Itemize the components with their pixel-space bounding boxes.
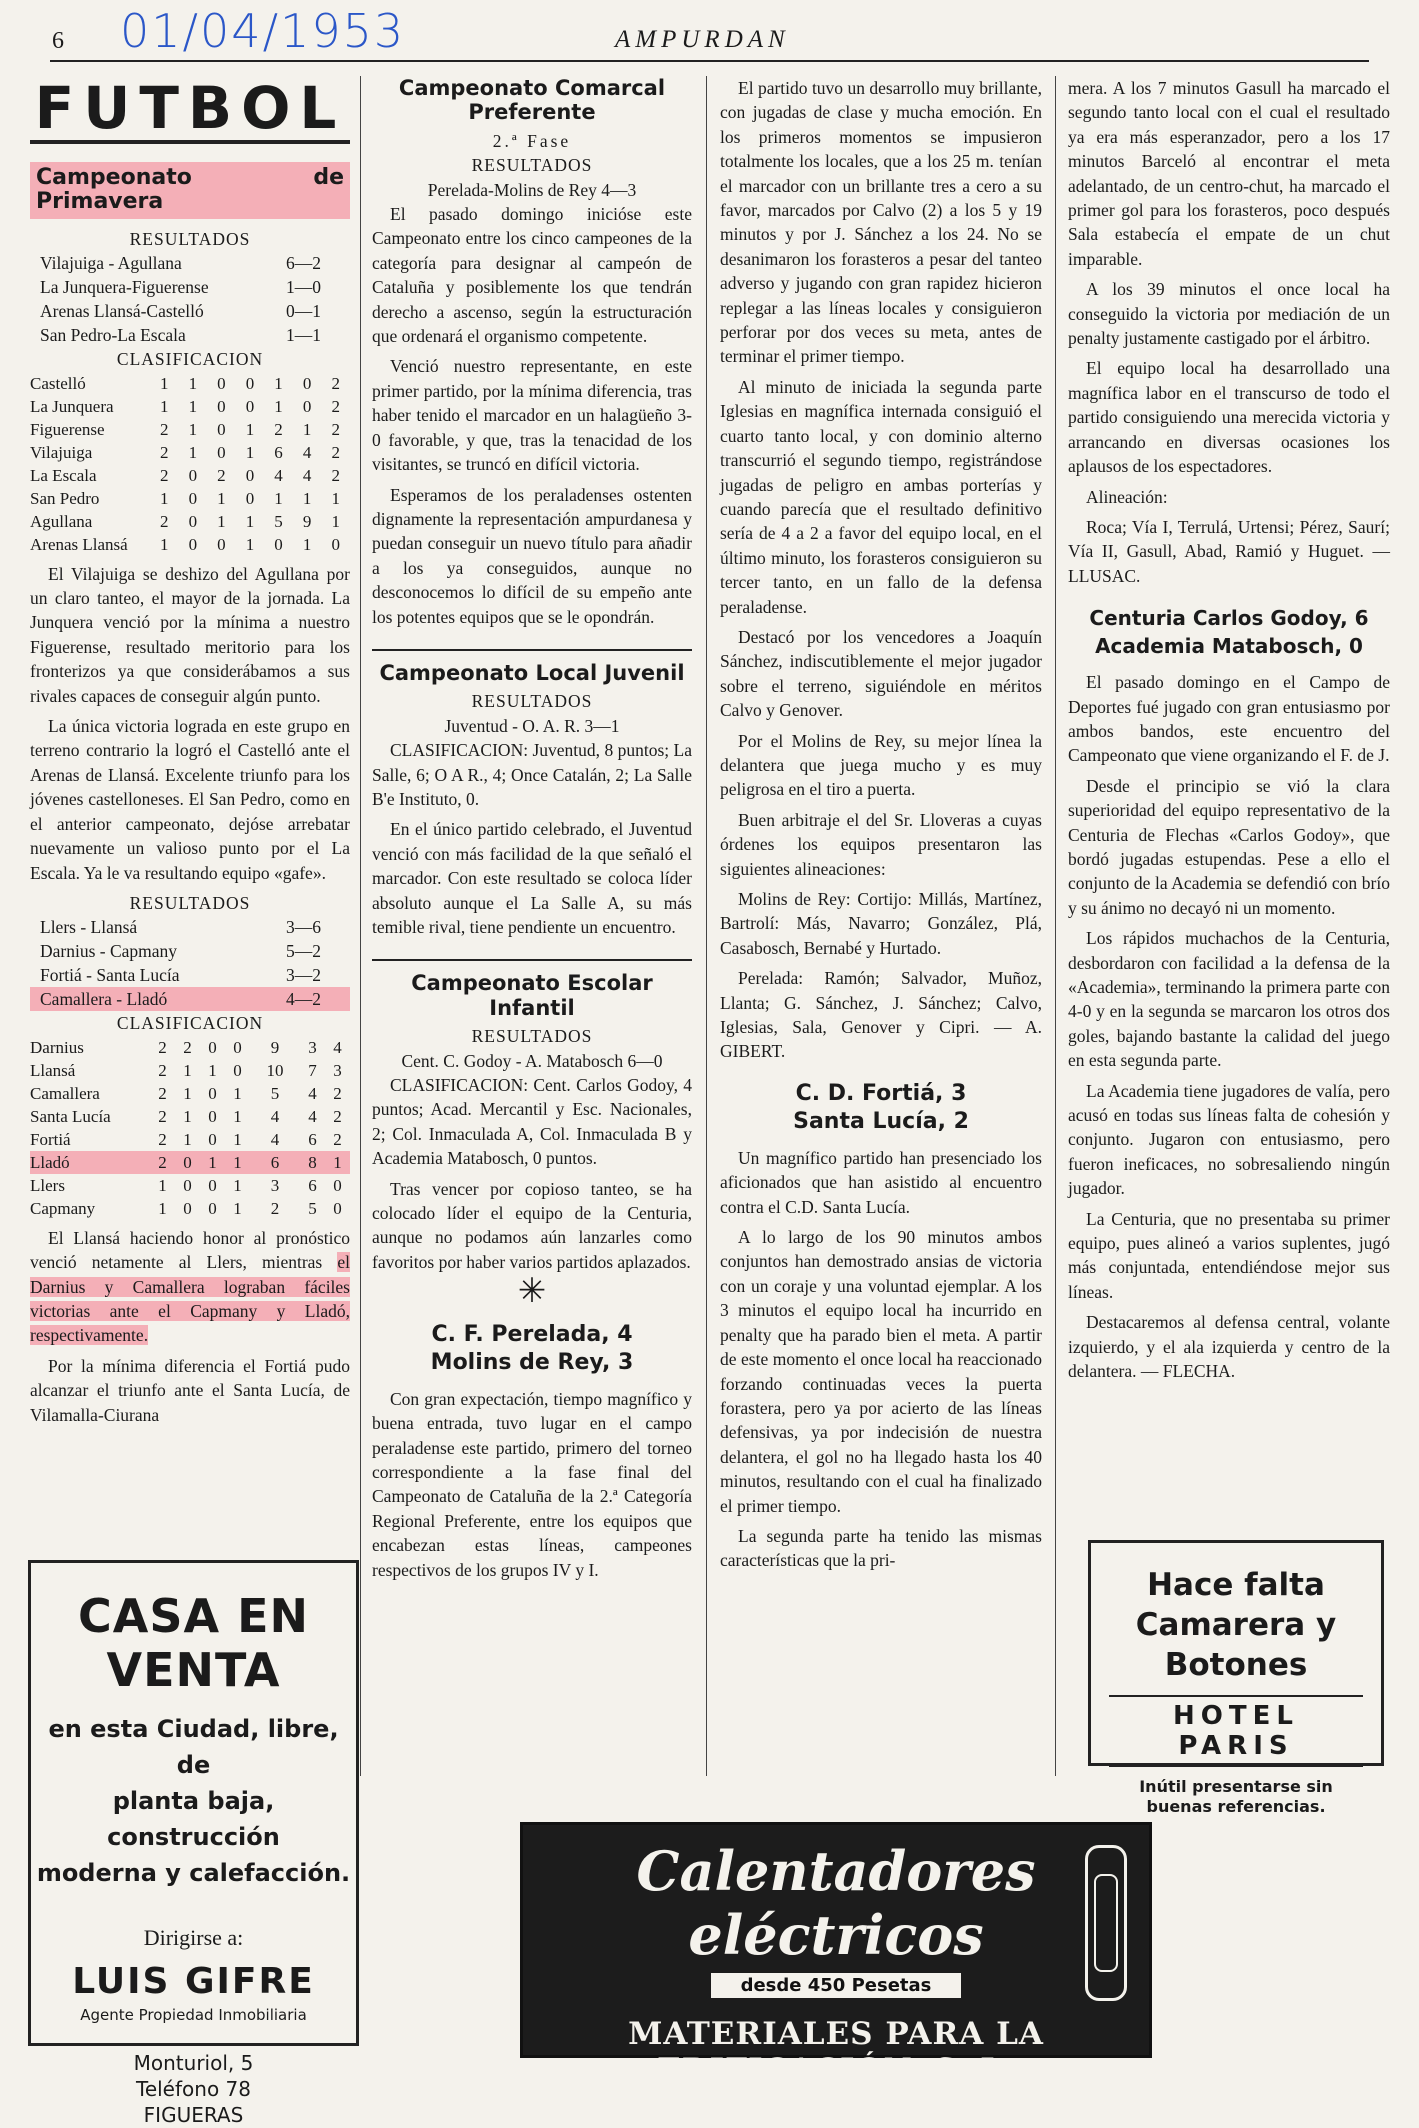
article-paragraph: Destacaremos al defensa central, volante izquierdo, y el ala izquierda y centro de la delantera. — FLECHA.	[1068, 1312, 1390, 1382]
table-row: Darnius 2 2 0 0 9 3 4	[30, 1037, 342, 1057]
column-4	[1068, 76, 1390, 1390]
table-row: Capmany 1 0 0 1 2 5 0	[30, 1198, 342, 1218]
ad-title: Hace falta Camarera y Botones	[1135, 1567, 1337, 1683]
fase-label: 2.ª Fase	[492, 130, 572, 151]
article-paragraph: El Vilajuiga se deshizo del Agullana por un claro tanteo, el mayor de la jornada. La Junquera venció por la mínima a nuestro Figuerense, resultado meritorio para los fronterizos ya que considerábamos a sus rivales capaces de conseguir algún punto.	[30, 563, 350, 706]
page-header	[0, 0, 1419, 62]
result-row: San Pedro-La Escala 1—1	[40, 325, 321, 346]
article-paragraph: El Llansá haciendo honor al pronóstico venció netamente al Llers, mientras el Darnius y Camallera lograban fáciles victorias ante el Capmany y Lladó, respectivamente.	[30, 1227, 350, 1346]
ad-electric-heaters	[520, 1822, 1152, 2111]
article-paragraph: Roca; Vía I, Terrulá, Urtensi; Pérez, Saurí; Vía II, Gasull, Abad, Ramió y Huguet. — LLUSAC.	[1068, 516, 1390, 586]
resultados-heading: RESULTADOS	[129, 892, 251, 913]
article-paragraph: A lo largo de los 90 minutos ambos conjuntos han demostrado ansias de victoria con un coraje y una voluntad ejemplar. A los 3 minutos el equipo local ha incurrido en penalty que ha parado bien el meta. A partir de este momento el once local ha reaccionado forzando continuadas veces la puerta forastera, pero ya por acierto de las líneas defensivas, ya por indecisión de nuestra delantera, el gol no ha llegado hasta los 40 minutos, resultando con el cual ha finalizado el primer tiempo.	[720, 1227, 1042, 1516]
table-row: Camallera 2 1 0 1 5 4 2	[30, 1083, 342, 1103]
article-paragraph: La única victoria lograda en este grupo en terreno contrario la logró el Castelló ante el Arenas de Llansá. Excelente triunfo para los jóvenes castelloneses. El San Pedro, como en el anterior campeonato, dejóse arrebatar nuevamente un valioso punto por el La Escala. Ya le va resultando equipo «gafe».	[30, 716, 350, 883]
ad-company: MATERIALES PARA LA EDIFICACIÓN, S. L.	[628, 2016, 1044, 2088]
water-heater-icon	[1085, 1845, 1127, 2001]
ad-note: Inútil presentarse sin buenas referencias.	[1139, 1777, 1333, 1816]
results-list	[30, 251, 350, 347]
column-divider	[360, 76, 361, 1776]
result-row: Llers - Llansá 3—6	[40, 917, 321, 938]
table-row: Fortiá 2 1 0 1 4 6 2	[30, 1129, 342, 1149]
ad-house-for-sale	[28, 1560, 359, 2127]
article-paragraph: Esperamos de los peraladenses ostenten dignamente la representación ampurdanesa y puedan conseguir un nuevo título para añadir a los ya conseguidos, aunque no desconocemos lo difícil de su empeño ante los potentes equipos que se le opondrán.	[372, 484, 692, 627]
resultados-heading: RESULTADOS	[471, 1026, 593, 1047]
handwritten-date: 01/04/1953	[120, 4, 406, 58]
resultados-heading: RESULTADOS	[129, 228, 251, 249]
article-paragraph: Al minuto de iniciada la segunda parte Iglesias en magnífica internada consiguió el cuarto tanto local, y con dominio alterno transcurrió el segundo tiempo, registrándose jugadas de peligro en ambas porterías y cuando parecía que el resultado definitivo sería de 4 a 2 a favor del equipo local, en el último minuto, los forasteros consiguieron su tercer tanto, en un fallo de la defensa peraladense.	[720, 376, 1042, 617]
column-2	[372, 76, 692, 1588]
article-paragraph: Por la mínima diferencia el Fortiá pudo alcanzar el triunfo ante el Santa Lucía, de Vilamalla-Ciurana	[30, 1355, 350, 1425]
table-row: Llansá 2 1 1 0 10 7 3	[30, 1060, 342, 1080]
masthead: AMPURDAN	[615, 26, 790, 53]
section-heading: Campeonato Local Juvenil	[372, 649, 692, 685]
article-paragraph: Con gran expectación, tiempo magnífico y buena entrada, tuvo lugar en el campo peraladense este partido, primero del torneo correspondiente a la fase final del Campeonato de Cataluña de la 2.ª Categoría Regional Preferente, entre los equipos que encabezan estas líneas, campeones respectivos de los grupos IV y I.	[372, 1388, 692, 1580]
clasificacion-heading: CLASIFICACION	[116, 1013, 264, 1034]
column-1	[30, 76, 350, 1433]
ad-hotel-paris	[1088, 1540, 1384, 1816]
article-paragraph: El partido tuvo un desarrollo muy brillante, con jugadas de clase y mucha emoción. En los primeros momentos se impusieron totalmente los locales, que a los 25 m. tenían el marcador con un brillante tres a cero a su favor, marcados por Calvo (2) a los 5 y 19 minutos y por J. Sánchez a los 24. No se desanimaron los forasteros a pesar del tanteo adverso y jugando con gran rapidez hicieron replegar a las líneas locales y consiguieron perforar por dos veces su meta, antes de terminar el primer tiempo.	[720, 78, 1042, 367]
article-paragraph: El pasado domingo en el Campo de Deportes fué jugado con gran entusiasmo por ambos bandos, este encuentro del Campeonato que viene organizando el F. de J.	[1068, 672, 1390, 766]
article-paragraph: Un magnífico partido han presenciado los aficionados que han asistido al encuentro contra el C.D. Santa Lucía.	[720, 1147, 1042, 1217]
table-row: La Escala 2 0 2 0 4 4 2	[30, 465, 340, 485]
column-divider	[706, 76, 707, 1776]
result-row: Vilajuiga - Agullana 6—2	[40, 253, 321, 274]
result-row: Perelada-Molins de Rey 4—3	[427, 179, 637, 200]
article-paragraph: Destacó por los vencedores a Joaquín Sánchez, indiscutiblemente el mejor jugador sobre el terreno, siguiéndole en méritos Calvo y Genover.	[720, 626, 1042, 721]
standings-table	[30, 372, 350, 556]
article-paragraph: CLASIFICACION: Cent. Carlos Godoy, 4 puntos; Acad. Mercantil y Esc. Nacionales, 2; Col. Inmaculada A, Col. Inmaculada B y Academia Matabosch, 0 puntos.	[372, 1075, 692, 1169]
result-row: Arenas Llansá-Castelló 0—1	[40, 301, 321, 322]
ad-price: desde 450 Pesetas	[711, 1973, 962, 1998]
table-row: La Junquera 1 1 0 0 1 0 2	[30, 396, 340, 416]
header-rule	[50, 60, 1369, 62]
ad-address: PLZA. COMERCIO Nº 16 FIGUERAS	[642, 2092, 1030, 2111]
article-paragraph: Buen arbitraje el del Sr. Lloveras a cuyas órdenes los equipos presentaron las siguientes alineaciones:	[720, 809, 1042, 879]
highlighted-text: el Darnius y Camallera lograban fáciles victorias ante el Capmany y Lladó, respectivamente.	[30, 1252, 350, 1346]
article-paragraph: mera. A los 7 minutos Gasull ha marcado el segundo tanto local con el cual el resultado ya era más esperanzador, pero a los 17 minutos Barceló al encontrar el meta adelantado, de un centro-chut, ha marcado el primer gol para los forasteros, poco después Sala estabecía el empate de un chut imparable.	[1068, 78, 1390, 269]
article-paragraph: El equipo local ha desarrollado una magnífica labor en el transcurso de todo el partido consiguiendo una merecida victoria y arrancando en diversas ocasiones los aplausos de los espectadores.	[1068, 358, 1390, 477]
clasificacion-heading: CLASIFICACION	[116, 349, 264, 370]
results-list	[30, 915, 350, 1011]
standings-table	[30, 1036, 350, 1220]
result-row: Cent. C. Godoy - A. Matabosch 6—0	[401, 1050, 663, 1071]
ad-address: Monturiol, 5 Teléfono 78 FIGUERAS	[133, 2051, 254, 2127]
article-paragraph: A los 39 minutos el once local ha conseguido la victoria por mediación de un penalty justamente castigado por el árbitro.	[1068, 279, 1390, 349]
article-paragraph: Venció nuestro representante, en este primer partido, por la mínima diferencia, tras haber tenido el marcador en un halagüeño 3-0 favorable, y que, tras la tenacidad de los visitantes, se truncó en difícil victoria.	[372, 356, 692, 475]
article-paragraph: La Centuria, que no presentaba su primer equipo, pues alineó a varios suplentes, jugó más conjuntada, entendiéndose mejor sus líneas.	[1068, 1208, 1390, 1302]
primavera-heading: Campeonato de Primavera	[30, 162, 350, 219]
table-row: Santa Lucía 2 1 0 1 4 4 2	[30, 1106, 342, 1126]
match-heading: C. F. Perelada, 4 Molins de Rey, 3	[430, 1321, 634, 1375]
ad-title: Calentadores eléctricos	[636, 1839, 1036, 1967]
result-row: Darnius - Capmany 5—2	[40, 941, 321, 962]
ad-agent-role: Agente Propiedad Inmobiliaria	[80, 2006, 307, 2024]
article-paragraph: Tras vencer por copioso tanteo, se ha colocado líder el equipo de la Centuria, aunque no podamos aún lanzarles como favoritos por haber varios partidos aplazados.	[372, 1178, 692, 1272]
table-row: San Pedro 1 0 1 0 1 1 1	[30, 488, 340, 508]
table-row: Castelló 1 1 0 0 1 0 2	[30, 373, 340, 393]
result-row: Fortiá - Santa Lucía 3—2	[40, 965, 321, 986]
table-row: Vilajuiga 2 1 0 1 6 4 2	[30, 442, 340, 462]
article-paragraph: Alineación:	[1086, 486, 1168, 507]
table-row: Agullana 2 0 1 1 5 9 1	[30, 511, 340, 531]
ad-hotel-name: HOTEL PARIS	[1109, 1695, 1363, 1767]
ad-body: en esta Ciudad, libre, de planta baja, construcción moderna y calefacción.	[36, 1715, 351, 1887]
article-paragraph: CLASIFICACION: Juventud, 8 puntos; La Salle, 6; O A R., 4; Once Catalán, 2; La Salle B'e Instituto, 0.	[372, 740, 692, 809]
table-row: Arenas Llansá 1 0 0 1 0 1 0	[30, 534, 340, 554]
section-heading: Campeonato Comarcal Preferente	[398, 76, 666, 125]
resultados-heading: RESULTADOS	[471, 691, 593, 712]
section-heading: Campeonato Escolar Infantil	[372, 959, 692, 1020]
match-heading: Centuria Carlos Godoy, 6 Academia Matabosch, 0	[1089, 606, 1369, 659]
article-paragraph: La Academia tiene jugadores de valía, pero acusó en todas sus líneas falta de cohesión y conjunto. Jugaron con entusiasmo, pero fueron ineficaces, no sobresaliendo ningún jugador.	[1068, 1080, 1390, 1199]
ad-contact-label: Dirigirse a:	[143, 1925, 244, 1950]
article-paragraph: En el único partido celebrado, el Juventud venció con más facilidad de la que señaló el marcador. Con este resultado se coloca líder absoluto aunque el La Salle A, su más temible rival, tiene pendiente un encuentro.	[372, 819, 692, 937]
article-paragraph: El pasado domingo inicióse este Campeonato entre los cinco campeones de la categoría para designar al campeón de Cataluña y posiblemente los que tendrán derecho a ascenso, según la estructuración que ordenará el organismo competente.	[372, 204, 692, 347]
article-paragraph: Molins de Rey: Cortijo: Millás, Martínez, Bartrolí: Más, Navarro; González, Plá, Casabosch, Bernabé y Hurtado.	[720, 889, 1042, 958]
result-row-highlighted: Camallera - Lladó 4—2	[30, 987, 350, 1011]
column-3	[720, 76, 1042, 1579]
table-row: Llers 1 0 0 1 3 6 0	[30, 1175, 342, 1195]
result-row: La Junquera-Figuerense 1—0	[40, 277, 321, 298]
resultados-heading: RESULTADOS	[471, 155, 593, 176]
asterisk-ornament-icon: ✳	[517, 1273, 547, 1311]
ad-agent-name: LUIS GIFRE	[72, 1961, 315, 2002]
table-row: Figuerense 2 1 0 1 2 1 2	[30, 419, 340, 439]
match-heading: C. D. Fortiá, 3 Santa Lucía, 2	[793, 1080, 969, 1134]
page-number: 6	[52, 28, 64, 54]
section-title-futbol: FUTBOL	[30, 76, 350, 144]
article-paragraph: Por el Molins de Rey, su mejor línea la delantera que juega mucho y es muy peligrosa en el tiro a puerta.	[720, 730, 1042, 800]
article-paragraph: Desde el principio se vió la clara superioridad del equipo representativo de la Centuria de Flechas «Carlos Godoy», que bordó jugadas estupendas. Pese a ello el conjunto de la Academia se defendió con brío y su ánimo no decayó ni un momento.	[1068, 775, 1390, 918]
article-paragraph: La segunda parte ha tenido las mismas características que la pri-	[720, 1525, 1042, 1571]
column-divider	[1055, 76, 1056, 1776]
article-paragraph: Los rápidos muchachos de la Centuria, desbordaron con facilidad a la defensa de la «Academia», terminando la primera parte con 4-0 y en la segunda se marcaron los otros dos goles, bajando bastante la calidad del juego en esta segunda parte.	[1068, 928, 1390, 1071]
ad-title: CASA EN VENTA	[77, 1589, 310, 1697]
table-row-highlighted: Lladó 2 0 1 1 6 8 1	[30, 1151, 350, 1174]
article-paragraph: Perelada: Ramón; Salvador, Muñoz, Llanta; G. Sánchez, J. Sánchez; Calvo, Iglesias, Sala, Genover y Cipri. — A. GIBERT.	[720, 968, 1042, 1062]
result-row: Juventud - O. A. R. 3—1	[444, 715, 620, 736]
